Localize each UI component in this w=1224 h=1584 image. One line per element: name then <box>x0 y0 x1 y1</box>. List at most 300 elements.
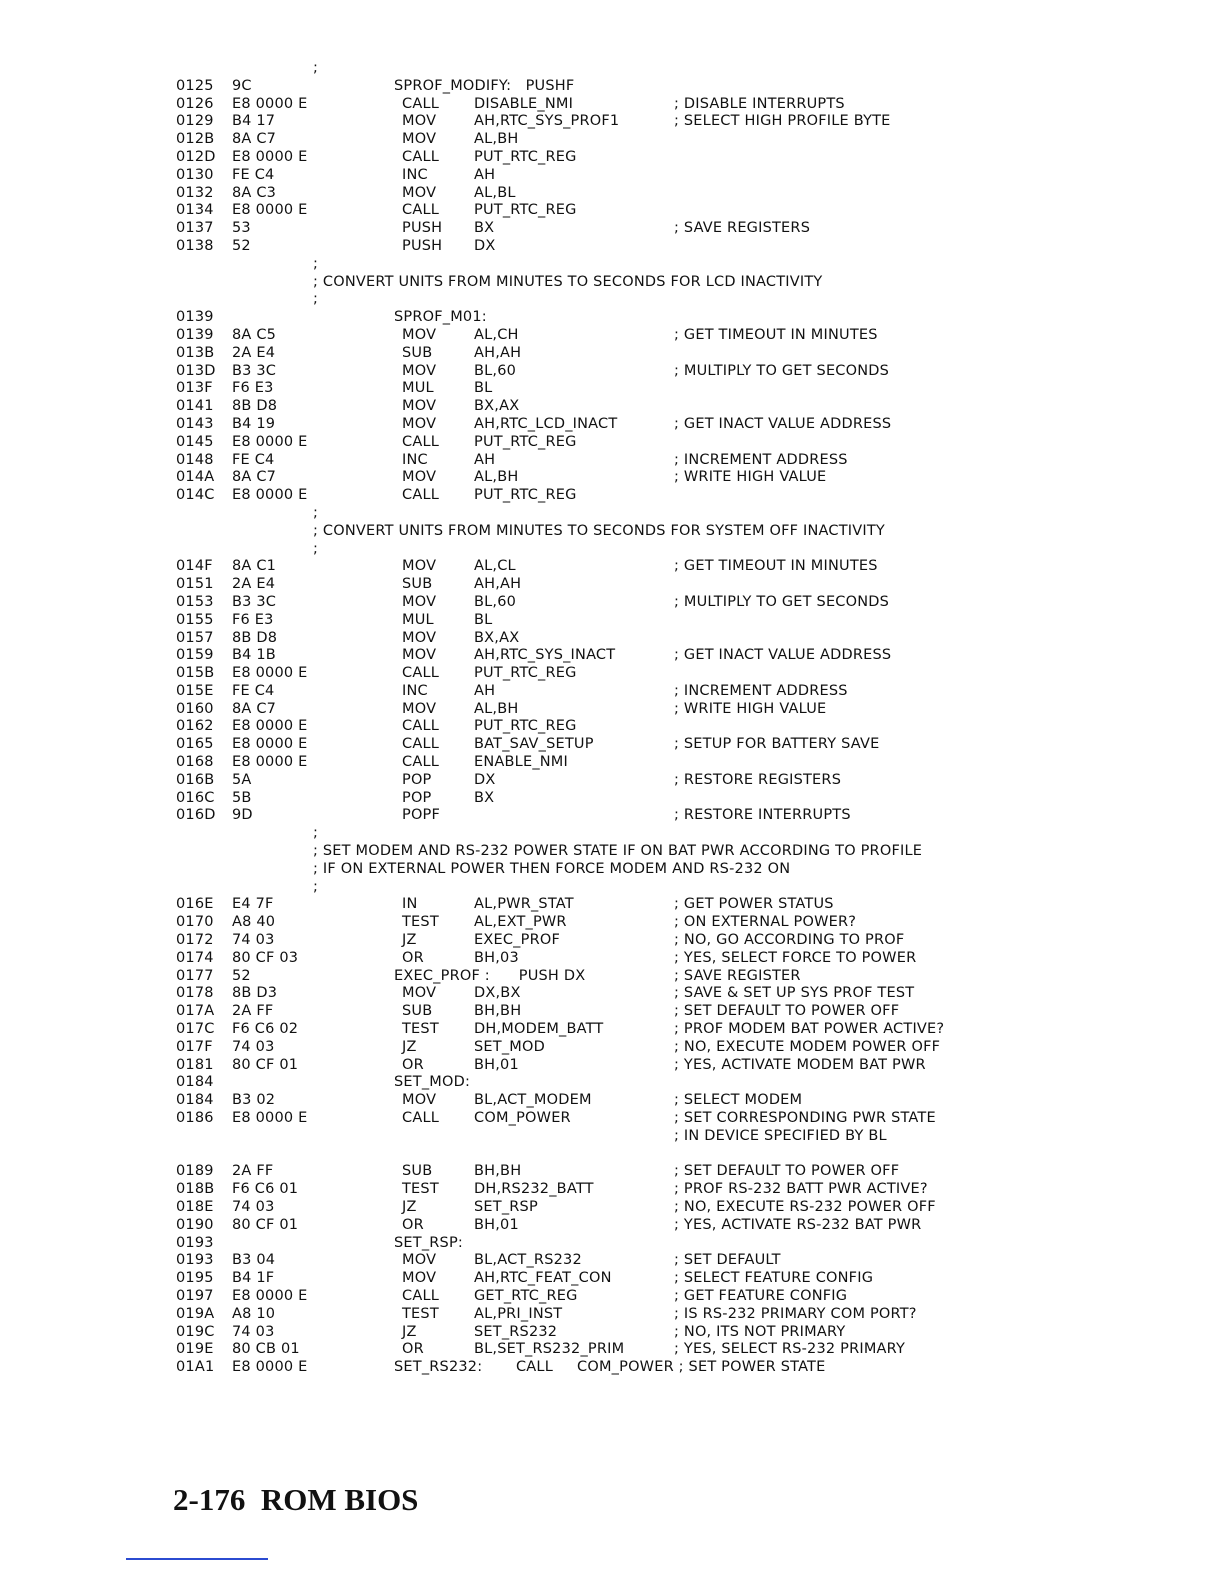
machine-code: 80 CF 01 <box>232 1216 299 1233</box>
operands: EXEC_PROF <box>474 932 561 949</box>
opcode: CALL <box>402 433 440 450</box>
operands: SET_MOD <box>474 1038 545 1055</box>
comment-separator <box>176 825 1186 843</box>
address: 0132 <box>176 184 214 201</box>
opcode: MOV <box>402 1252 437 1269</box>
machine-code: FE C4 <box>232 166 275 183</box>
opcode: MOV <box>402 558 437 575</box>
opcode: SUB <box>402 344 433 361</box>
comment: ; WRITE HIGH VALUE <box>674 469 827 486</box>
code-line <box>176 1324 1186 1342</box>
code-line <box>176 487 1186 505</box>
operands: COM_POWER <box>474 1110 571 1127</box>
label: SPROF_MODIFY: PUSHF <box>394 77 575 94</box>
comment: ; RESTORE REGISTERS <box>674 771 842 788</box>
comment: ; DISABLE INTERRUPTS <box>674 95 845 112</box>
comment: ; SAVE & SET UP SYS PROF TEST <box>674 985 915 1002</box>
code-line <box>176 131 1186 149</box>
address: 0139 <box>176 326 214 343</box>
address: 019C <box>176 1323 215 1340</box>
machine-code: E8 0000 E <box>232 1110 308 1127</box>
operands: BH,03 <box>474 949 519 966</box>
machine-code: E8 0000 E <box>232 433 308 450</box>
comment-separator <box>176 541 1186 559</box>
address: 015B <box>176 665 215 682</box>
machine-code: FE C4 <box>232 451 275 468</box>
machine-code: E8 0000 E <box>232 736 308 753</box>
address: 013B <box>176 344 215 361</box>
machine-code: 74 03 <box>232 1038 275 1055</box>
address: 0168 <box>176 754 214 771</box>
machine-code: 8A C7 <box>232 700 277 717</box>
code-line <box>176 327 1186 345</box>
opcode: CALL <box>402 665 440 682</box>
comment: ; SAVE REGISTER <box>674 967 801 984</box>
comment-text: ; CONVERT UNITS FROM MINUTES TO SECONDS FOR LCD INACTIVITY <box>313 273 823 290</box>
code-line <box>176 469 1186 487</box>
operands: AH,RTC_LCD_INACT <box>474 415 618 432</box>
machine-code: 8B D8 <box>232 398 278 415</box>
operands: BL <box>474 380 493 397</box>
comment: ; PROF RS-232 BATT PWR ACTIVE? <box>674 1181 928 1198</box>
address: 0184 <box>176 1092 214 1109</box>
opcode: MOV <box>402 131 437 148</box>
code-line <box>176 149 1186 167</box>
code-line <box>176 1217 1186 1235</box>
code-line <box>176 452 1186 470</box>
code-line <box>176 238 1186 256</box>
comment: ; YES, SELECT RS-232 PRIMARY <box>674 1341 906 1358</box>
operands: DX <box>474 237 496 254</box>
code-line <box>176 576 1186 594</box>
machine-code: B4 1F <box>232 1270 275 1287</box>
code-line <box>176 1306 1186 1324</box>
opcode: OR <box>402 1216 424 1233</box>
operands: AL,EXT_PWR <box>474 914 567 931</box>
code-line <box>176 647 1186 665</box>
opcode: TEST <box>402 1021 439 1038</box>
machine-code: 74 03 <box>232 1199 275 1215</box>
code-line <box>176 1039 1186 1057</box>
address: 0195 <box>176 1270 214 1287</box>
opcode: CALL <box>402 718 440 735</box>
machine-code: 8A C1 <box>232 558 277 575</box>
opcode: INC <box>402 682 428 699</box>
opcode: TEST <box>402 914 439 931</box>
comment: ; NO, EXECUTE RS-232 POWER OFF <box>674 1199 936 1215</box>
opcode: MOV <box>402 184 437 201</box>
machine-code: 80 CF 03 <box>232 949 299 966</box>
operands: DISABLE_NMI <box>474 95 574 112</box>
code-line <box>176 683 1186 701</box>
address: 0145 <box>176 433 214 450</box>
operands: BL,60 <box>474 362 517 379</box>
operands: ENABLE_NMI <box>474 754 568 771</box>
comment: ; YES, SELECT FORCE TO POWER <box>674 949 917 966</box>
code-line <box>176 754 1186 772</box>
opcode: TEST <box>402 1305 439 1322</box>
code-line <box>176 1199 1186 1217</box>
address: 014C <box>176 487 215 504</box>
code-line <box>176 1359 1186 1377</box>
operands: DH,MODEM_BATT <box>474 1021 604 1038</box>
opcode: MOV <box>402 593 437 610</box>
opcode: SUB <box>402 1003 433 1020</box>
machine-code: 8A C7 <box>232 131 277 148</box>
blank-line <box>176 1146 1186 1164</box>
machine-code: B3 3C <box>232 362 277 379</box>
comment: ; RESTORE INTERRUPTS <box>674 807 851 824</box>
code-line <box>176 398 1186 416</box>
machine-code: E8 0000 E <box>232 202 308 219</box>
operands: BL,ACT_RS232 <box>474 1252 582 1269</box>
operands: BH,BH <box>474 1163 522 1180</box>
address: 016C <box>176 789 215 806</box>
semicolon: ; <box>313 540 319 557</box>
address: 016B <box>176 771 215 788</box>
comment: ; NO, ITS NOT PRIMARY <box>674 1323 846 1340</box>
comment: ; SAVE REGISTERS <box>674 220 811 237</box>
comment: ; YES, ACTIVATE RS-232 BAT PWR <box>674 1216 922 1233</box>
machine-code: 80 CB 01 <box>232 1341 300 1358</box>
comment-separator <box>176 60 1186 78</box>
code-line <box>176 1057 1186 1075</box>
code-line <box>176 736 1186 754</box>
page-footer: 2-176 ROM BIOS <box>173 1482 419 1517</box>
machine-code: E8 0000 E <box>232 665 308 682</box>
machine-code: 8A C5 <box>232 326 277 343</box>
machine-code: B4 1B <box>232 647 276 664</box>
address: 0126 <box>176 95 214 112</box>
operands: BAT_SAV_SETUP <box>474 736 594 753</box>
address: 0157 <box>176 629 214 646</box>
machine-code: B3 3C <box>232 593 277 610</box>
comment: ; INCREMENT ADDRESS <box>674 451 848 468</box>
address: 016D <box>176 807 216 824</box>
opcode: JZ <box>402 1038 417 1055</box>
operands: GET_RTC_REG <box>474 1287 578 1304</box>
code-line <box>176 594 1186 612</box>
comment: ; SELECT MODEM <box>674 1092 803 1109</box>
address: 0165 <box>176 736 214 753</box>
machine-code: F6 C6 01 <box>232 1181 299 1198</box>
machine-code: B3 02 <box>232 1092 276 1109</box>
machine-code: 2A E4 <box>232 576 276 593</box>
operands: PUT_RTC_REG <box>474 148 577 165</box>
code-line <box>176 416 1186 434</box>
code-line <box>176 1163 1186 1181</box>
code-line <box>176 345 1186 363</box>
opcode: CALL <box>402 95 440 112</box>
comment: ; SET CORRESPONDING PWR STATE <box>674 1110 936 1127</box>
code-line <box>176 1021 1186 1039</box>
machine-code: 8B D3 <box>232 985 278 1002</box>
code-line <box>176 1092 1186 1110</box>
operands: AH,RTC_FEAT_CON <box>474 1270 612 1287</box>
operands: BL,SET_RS232_PRIM <box>474 1341 625 1358</box>
operands: AH,RTC_SYS_INACT <box>474 647 616 664</box>
machine-code: F6 E3 <box>232 380 274 397</box>
comment: ; IN DEVICE SPECIFIED BY BL <box>674 1127 887 1144</box>
machine-code: 74 03 <box>232 1323 275 1340</box>
opcode: INC <box>402 451 428 468</box>
machine-code: 9D <box>232 807 253 824</box>
address: 0137 <box>176 220 214 237</box>
operands: AH,AH <box>474 576 522 593</box>
comment-separator <box>176 879 1186 897</box>
operands: BL,60 <box>474 593 517 610</box>
operands: PUT_RTC_REG <box>474 433 577 450</box>
label: EXEC_PROF : PUSH DX <box>394 967 586 984</box>
semicolon: ; <box>313 60 319 76</box>
code-line <box>176 380 1186 398</box>
code-line <box>176 1235 1186 1253</box>
opcode: MUL <box>402 611 434 628</box>
machine-code: A8 40 <box>232 914 276 931</box>
opcode: MOV <box>402 415 437 432</box>
opcode: MOV <box>402 398 437 415</box>
operands: PUT_RTC_REG <box>474 202 577 219</box>
opcode: JZ <box>402 1323 417 1340</box>
opcode: INC <box>402 166 428 183</box>
opcode: CALL <box>402 487 440 504</box>
operands: AL,BH <box>474 700 519 717</box>
machine-code: 52 <box>232 967 251 984</box>
opcode: MUL <box>402 380 434 397</box>
machine-code: A8 10 <box>232 1305 276 1322</box>
machine-code: E8 0000 E <box>232 718 308 735</box>
opcode: PUSH <box>402 237 443 254</box>
address: 013F <box>176 380 213 397</box>
section-comment <box>176 861 1186 879</box>
opcode: JZ <box>402 932 417 949</box>
opcode: MOV <box>402 629 437 646</box>
machine-code: 8A C7 <box>232 469 277 486</box>
address: 018E <box>176 1199 214 1215</box>
code-listing <box>176 60 1186 1377</box>
code-line <box>176 665 1186 683</box>
address: 0148 <box>176 451 214 468</box>
operands: AH,RTC_SYS_PROF1 <box>474 113 620 130</box>
opcode: MOV <box>402 362 437 379</box>
operands: PUT_RTC_REG <box>474 718 577 735</box>
machine-code: E8 0000 E <box>232 487 308 504</box>
opcode: MOV <box>402 1270 437 1287</box>
operands: DX,BX <box>474 985 521 1002</box>
comment: ; GET INACT VALUE ADDRESS <box>674 415 892 432</box>
code-line <box>176 1181 1186 1199</box>
comment: ; NO, GO ACCORDING TO PROF <box>674 932 905 949</box>
operands: AH <box>474 682 496 699</box>
address: 0129 <box>176 113 214 130</box>
address: 013D <box>176 362 216 379</box>
address: 019A <box>176 1305 215 1322</box>
operands: BX <box>474 789 495 806</box>
opcode: CALL <box>402 754 440 771</box>
address: 0189 <box>176 1163 214 1180</box>
opcode: MOV <box>402 647 437 664</box>
address: 0178 <box>176 985 214 1002</box>
label: SET_RS232: CALL COM_POWER ; SET POWER STATE <box>394 1359 826 1376</box>
operands: BH,BH <box>474 1003 522 1020</box>
comment: ; GET TIMEOUT IN MINUTES <box>674 558 878 575</box>
operands: DX <box>474 771 496 788</box>
opcode: SUB <box>402 576 433 593</box>
code-line <box>176 434 1186 452</box>
machine-code: E8 0000 E <box>232 754 308 771</box>
address: 0170 <box>176 914 214 931</box>
code-line <box>176 1270 1186 1288</box>
address: 0151 <box>176 576 214 593</box>
opcode: MOV <box>402 113 437 130</box>
machine-code: 2A FF <box>232 1003 274 1020</box>
opcode: MOV <box>402 700 437 717</box>
machine-code: FE C4 <box>232 682 275 699</box>
machine-code: 53 <box>232 220 251 237</box>
address: 014F <box>176 558 213 575</box>
code-line <box>176 558 1186 576</box>
opcode: OR <box>402 1056 424 1073</box>
comment: ; SETUP FOR BATTERY SAVE <box>674 736 880 753</box>
machine-code: B3 04 <box>232 1252 276 1269</box>
machine-code: B4 19 <box>232 415 276 432</box>
comment-separator <box>176 256 1186 274</box>
comment: ; GET FEATURE CONFIG <box>674 1287 848 1304</box>
semicolon: ; <box>313 504 319 521</box>
address: 0159 <box>176 647 214 664</box>
code-line <box>176 772 1186 790</box>
operands: AL,PRI_INST <box>474 1305 563 1322</box>
code-line <box>176 185 1186 203</box>
label: SET_RSP: <box>394 1234 463 1251</box>
footer-rule <box>126 1558 268 1560</box>
code-line <box>176 309 1186 327</box>
operands: BL,ACT_MODEM <box>474 1092 592 1109</box>
address: 0190 <box>176 1216 214 1233</box>
code-line <box>176 790 1186 808</box>
comment: ; SET DEFAULT TO POWER OFF <box>674 1003 900 1020</box>
opcode: MOV <box>402 985 437 1002</box>
opcode: POP <box>402 789 432 806</box>
machine-code: E8 0000 E <box>232 148 308 165</box>
code-line <box>176 932 1186 950</box>
section-comment <box>176 523 1186 541</box>
comment: ; MULTIPLY TO GET SECONDS <box>674 593 890 610</box>
code-line <box>176 968 1186 986</box>
comment: ; INCREMENT ADDRESS <box>674 682 848 699</box>
opcode: CALL <box>402 736 440 753</box>
opcode: CALL <box>402 202 440 219</box>
address: 0143 <box>176 415 214 432</box>
code-line <box>176 1074 1186 1092</box>
code-line <box>176 96 1186 114</box>
address: 017A <box>176 1003 215 1020</box>
operands: BL <box>474 611 493 628</box>
machine-code: 5B <box>232 789 252 806</box>
address: 018B <box>176 1181 215 1198</box>
opcode: IN <box>402 896 418 913</box>
code-line <box>176 896 1186 914</box>
address: 019E <box>176 1341 214 1358</box>
address: 0141 <box>176 398 214 415</box>
opcode: CALL <box>402 1110 440 1127</box>
machine-code: B4 17 <box>232 113 276 130</box>
machine-code: 8A C3 <box>232 184 277 201</box>
comment: ; SET DEFAULT <box>674 1252 781 1269</box>
comment: ; GET POWER STATUS <box>674 896 834 913</box>
semicolon: ; <box>313 255 319 272</box>
comment-text: ; SET MODEM AND RS-232 POWER STATE IF ON BAT PWR ACCORDING TO PROFILE <box>313 843 923 860</box>
code-line <box>176 612 1186 630</box>
opcode: POP <box>402 771 432 788</box>
address: 01A1 <box>176 1359 215 1376</box>
code-line <box>176 701 1186 719</box>
operands: PUT_RTC_REG <box>474 487 577 504</box>
code-line <box>176 807 1186 825</box>
code-line <box>176 1128 1186 1146</box>
code-line <box>176 914 1186 932</box>
operands: BX,AX <box>474 629 520 646</box>
code-line <box>176 950 1186 968</box>
address: 0125 <box>176 77 214 94</box>
machine-code: E8 0000 E <box>232 1359 308 1376</box>
opcode: MOV <box>402 326 437 343</box>
operands: AL,BL <box>474 184 516 201</box>
opcode: MOV <box>402 1092 437 1109</box>
operands: SET_RSP <box>474 1199 538 1215</box>
semicolon: ; <box>313 878 319 895</box>
operands: SET_RS232 <box>474 1323 558 1340</box>
machine-code: 8B D8 <box>232 629 278 646</box>
comment: ; MULTIPLY TO GET SECONDS <box>674 362 890 379</box>
comment: ; NO, EXECUTE MODEM POWER OFF <box>674 1038 941 1055</box>
comment-separator <box>176 291 1186 309</box>
address: 0155 <box>176 611 214 628</box>
code-line <box>176 78 1186 96</box>
label: SPROF_M01: <box>394 309 487 326</box>
comment: ; GET TIMEOUT IN MINUTES <box>674 326 878 343</box>
machine-code: E4 7F <box>232 896 274 913</box>
code-line <box>176 985 1186 1003</box>
label: SET_MOD: <box>394 1074 471 1091</box>
address: 0181 <box>176 1056 214 1073</box>
address: 0177 <box>176 967 214 984</box>
comment: ; YES, ACTIVATE MODEM BAT PWR <box>674 1056 926 1073</box>
operands: AL,BH <box>474 131 519 148</box>
operands: BX <box>474 220 495 237</box>
operands: AL,BH <box>474 469 519 486</box>
address: 014A <box>176 469 215 486</box>
address: 0160 <box>176 700 214 717</box>
address: 017F <box>176 1038 213 1055</box>
comment: ; SELECT HIGH PROFILE BYTE <box>674 113 891 130</box>
comment-text: ; IF ON EXTERNAL POWER THEN FORCE MODEM AND RS-232 ON <box>313 860 791 877</box>
machine-code: 5A <box>232 771 252 788</box>
code-line <box>176 220 1186 238</box>
address: 015E <box>176 682 214 699</box>
comment: ; SET DEFAULT TO POWER OFF <box>674 1163 900 1180</box>
machine-code: F6 C6 02 <box>232 1021 299 1038</box>
comment: ; GET INACT VALUE ADDRESS <box>674 647 892 664</box>
code-line <box>176 1252 1186 1270</box>
address: 0130 <box>176 166 214 183</box>
operands: BH,01 <box>474 1216 519 1233</box>
opcode: CALL <box>402 148 440 165</box>
machine-code: F6 E3 <box>232 611 274 628</box>
address: 0153 <box>176 593 214 610</box>
code-line <box>176 1003 1186 1021</box>
opcode: SUB <box>402 1163 433 1180</box>
